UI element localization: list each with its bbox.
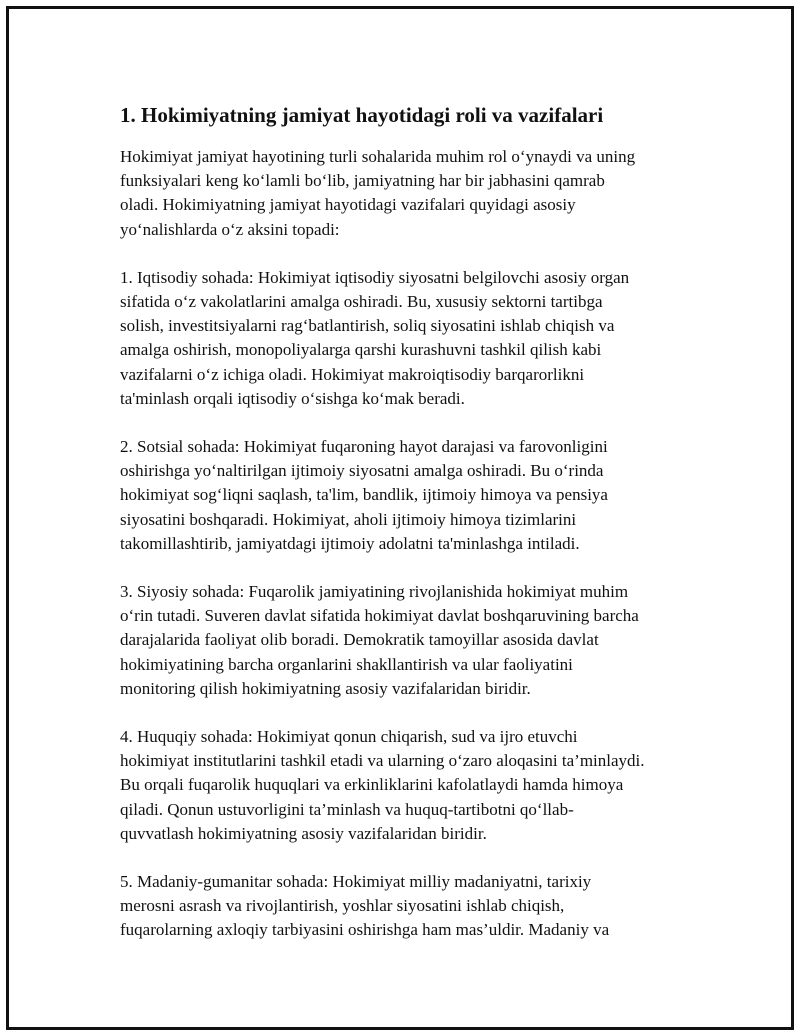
text-line: Bu orqali fuqarolik huquqlari va erkinliklarini kafolatlaydi hamda himoya [120, 775, 624, 795]
text-line: siyosatini boshqaradi. Hokimiyat, aholi ijtimoiy himoya tizimlarini [120, 509, 577, 529]
text-line: amalga oshirish, monopoliyalarga qarshi kurashuvni tashkil qilish kabi [120, 340, 602, 360]
text-line: merosni asrash va rivojlantirish, yoshlar siyosatini ishlab chiqish, [120, 896, 565, 916]
text-line: 4. Huquqiy sohada: Hokimiyat qonun chiqarish, sud va ijro etuvchi [120, 727, 578, 747]
text-line: qiladi. Qonun ustuvorligini ta’minlash va huquq-tartibotni qo‘llab- [120, 799, 574, 819]
text-line: yo‘nalishlarda o‘z aksini topadi: [120, 219, 340, 239]
text-line: o‘rin tutadi. Suveren davlat sifatida hokimiyat davlat boshqaruvining barcha [120, 606, 639, 626]
paragraph-social [120, 435, 700, 556]
document-title: 1. Hokimiyatning jamiyat hayotidagi roli va vazifalari [120, 103, 604, 127]
paragraph-intro [120, 145, 700, 242]
text-line: funksiyalari keng ko‘lamli bo‘lib, jamiyatning har bir jabhasini qamrab [120, 171, 605, 191]
text-line: hokimiyatining barcha organlarini shakllantirish va ular faoliyatini [120, 654, 573, 674]
paragraph-economic [120, 266, 700, 411]
text-line: hokimiyat institutlarini tashkil etadi va ularning o‘zaro aloqasini ta’minlaydi. [120, 751, 645, 771]
text-line: ta'minlash orqali iqtisodiy o‘sishga ko‘mak beradi. [120, 388, 465, 408]
text-line: oshirishga yo‘naltirilgan ijtimoiy siyosatni amalga oshiradi. Bu o‘rinda [120, 461, 604, 481]
text-line: Hokimiyat jamiyat hayotining turli sohalarida muhim rol o‘ynaydi va uning [120, 147, 636, 166]
document-body [120, 101, 700, 967]
text-line: vazifalarni o‘z ichiga oladi. Hokimiyat makroiqtisodiy barqarorlikni [120, 364, 585, 384]
text-line: takomillashtirib, jamiyatdagi ijtimoiy adolatni ta'minlashga intiladi. [120, 533, 580, 553]
text-line: darajalarida faoliyat olib boradi. Demokratik tamoyillar asosida davlat [120, 630, 599, 650]
text-line: 3. Siyosiy sohada: Fuqarolik jamiyatining rivojlanishida hokimiyat muhim [120, 582, 629, 602]
text-line: 2. Sotsial sohada: Hokimiyat fuqaroning hayot darajasi va farovonligini [120, 437, 608, 457]
paragraph-legal [120, 725, 700, 846]
text-line: fuqarolarning axloqiy tarbiyasini oshirishga ham mas’uldir. Madaniy va [120, 920, 610, 940]
text-line: 5. Madaniy-gumanitar sohada: Hokimiyat milliy madaniyatni, tarixiy [120, 872, 592, 892]
text-line: solish, investitsiyalarni rag‘batlantirish, soliq siyosatini ishlab chiqish va [120, 316, 615, 336]
text-line: hokimiyat sog‘liqni saqlash, ta'lim, bandlik, ijtimoiy himoya va pensiya [120, 485, 608, 505]
text-line: quvvatlash hokimiyatning asosiy vazifalaridan biridir. [120, 823, 487, 843]
text-line: monitoring qilish hokimiyatning asosiy vazifalaridan biridir. [120, 678, 531, 698]
text-line: oladi. Hokimiyatning jamiyat hayotidagi vazifalari quyidagi asosiy [120, 195, 576, 215]
text-line: sifatida o‘z vakolatlarini amalga oshiradi. Bu, xususiy sektorni tartibga [120, 292, 603, 312]
paragraph-political [120, 580, 700, 701]
document-page [6, 6, 794, 1030]
paragraph-cultural [120, 870, 700, 943]
text-line: 1. Iqtisodiy sohada: Hokimiyat iqtisodiy siyosatni belgilovchi asosiy organ [120, 267, 630, 287]
